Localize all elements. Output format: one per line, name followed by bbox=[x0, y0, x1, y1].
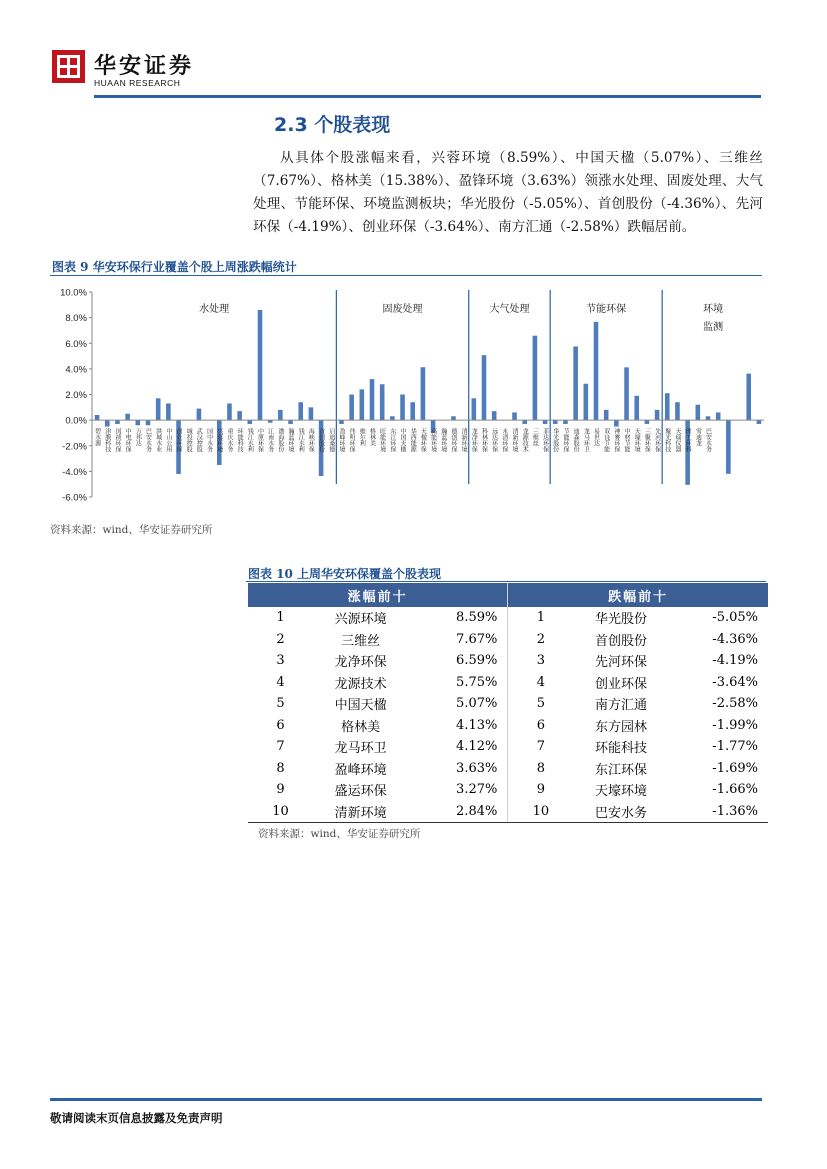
x-tick-label: 天瑞仪器 bbox=[673, 428, 681, 453]
table-cell-name-up: 龙净环保 bbox=[334, 655, 387, 671]
x-tick-label: 环能科技 bbox=[236, 428, 244, 453]
table-cell-rank-up: 4 bbox=[276, 674, 285, 690]
table-cell-pct-up: 4.13% bbox=[456, 717, 498, 733]
table-cell-name-down: 创业环保 bbox=[595, 676, 648, 692]
x-tick-label: 首创股份 bbox=[317, 428, 325, 453]
x-tick-label: 龙马环卫 bbox=[582, 428, 590, 453]
table-cell-rank-down: 5 bbox=[508, 693, 574, 715]
x-tick-label: 创业环保 bbox=[175, 428, 183, 453]
bar bbox=[472, 398, 477, 420]
x-tick-label: 国中水务 bbox=[205, 428, 213, 453]
section-title: 2.3 个股表现 bbox=[274, 114, 391, 136]
bar bbox=[136, 420, 141, 425]
table-cell-name-down: 巴安水务 bbox=[573, 801, 668, 823]
bar bbox=[360, 389, 365, 420]
bar bbox=[349, 395, 354, 421]
table-cell-name-down: 华光股份 bbox=[595, 612, 648, 628]
x-tick-label: 中材节能 bbox=[623, 428, 631, 453]
table-cell-pct-up: 5.07% bbox=[456, 696, 498, 712]
table-cell-rank-up: 5 bbox=[276, 696, 285, 712]
bar bbox=[451, 416, 456, 420]
x-tick-label: 旺能环境 bbox=[378, 428, 386, 453]
x-tick-label: 格林美 bbox=[368, 428, 376, 447]
table-header-row bbox=[248, 583, 768, 607]
group-label: 环境 bbox=[703, 304, 724, 315]
table-row bbox=[248, 758, 768, 780]
bar bbox=[512, 412, 517, 420]
table-cell-pct-up: 8.59% bbox=[456, 610, 498, 626]
bar bbox=[115, 420, 120, 424]
table-cell-pct-up: 6.59% bbox=[456, 653, 498, 669]
table-cell-pct-down: -1.77% bbox=[712, 739, 758, 755]
x-tick-label: 永清环保 bbox=[500, 428, 508, 453]
x-tick-label: 瀚蓝环境 bbox=[439, 428, 447, 453]
table-cell-rank-up: 10 bbox=[248, 801, 313, 823]
x-tick-label: 维尔利 bbox=[358, 428, 366, 447]
x-tick-label: 东江环保 bbox=[388, 428, 396, 453]
x-tick-label: 洪城水业 bbox=[154, 428, 162, 453]
x-tick-label: 碧水源 bbox=[93, 428, 101, 447]
table-cell-name-down: 首创股份 bbox=[595, 633, 648, 649]
bar bbox=[675, 402, 680, 420]
table-cell-rank-up: 6 bbox=[276, 717, 285, 733]
bar bbox=[716, 412, 721, 420]
bar bbox=[125, 414, 130, 420]
x-tick-label: 节能环保 bbox=[561, 428, 569, 453]
bar bbox=[156, 398, 161, 420]
y-tick-label: -4.0% bbox=[62, 466, 87, 478]
figure10-rule bbox=[246, 581, 766, 582]
y-tick-label: 2.0% bbox=[65, 390, 87, 401]
table-cell-pct-down: -1.99% bbox=[712, 717, 758, 733]
bar bbox=[258, 310, 263, 420]
table-cell-name-up: 龙马环卫 bbox=[334, 741, 387, 757]
x-tick-label: 中山公用 bbox=[164, 428, 172, 453]
x-tick-label: 巴安水务 bbox=[704, 428, 712, 453]
footer-disclaimer: 敬请阅读末页信息披露及免责声明 bbox=[50, 1111, 223, 1125]
bar bbox=[390, 416, 395, 420]
x-tick-label: 盈峰环境 bbox=[337, 428, 345, 453]
x-tick-label: 神雾环保 bbox=[612, 428, 620, 453]
x-tick-label: 江南水务 bbox=[266, 428, 274, 453]
table-cell-name-up: 三维丝 bbox=[341, 633, 381, 649]
table-cell-name-up: 格林美 bbox=[341, 719, 381, 735]
footer-rule bbox=[50, 1098, 762, 1101]
losers-header: 跌幅前十 bbox=[508, 583, 768, 607]
x-tick-label: 中电环保 bbox=[124, 428, 132, 453]
bar bbox=[665, 393, 670, 420]
bar bbox=[553, 420, 558, 424]
table-cell-rank-up: 1 bbox=[276, 610, 285, 626]
bar bbox=[166, 403, 171, 420]
x-tick-label: 万邦达 bbox=[134, 428, 142, 447]
bar bbox=[757, 420, 762, 424]
x-tick-label: 城投控股 bbox=[185, 428, 193, 453]
table-cell-rank-down: 8 bbox=[508, 758, 574, 780]
x-tick-label: 国祯环保 bbox=[113, 428, 121, 453]
y-tick-label: -2.0% bbox=[62, 441, 87, 453]
group-label: 节能环保 bbox=[586, 304, 627, 315]
table-cell-pct-down: -2.58% bbox=[712, 696, 758, 712]
group-label: 监测 bbox=[703, 322, 724, 333]
table-cell-rank-down: 1 bbox=[508, 607, 574, 629]
x-tick-label: 巴安水务 bbox=[144, 428, 152, 453]
bar bbox=[410, 402, 415, 420]
y-tick-label: 10.0% bbox=[60, 287, 87, 299]
table-cell-pct-down: -1.69% bbox=[712, 760, 758, 776]
y-tick-label: 6.0% bbox=[65, 338, 87, 350]
table-cell-pct-up: 4.12% bbox=[456, 739, 498, 755]
bar bbox=[288, 420, 293, 424]
table-row bbox=[248, 736, 768, 758]
x-tick-label: 武汉控股 bbox=[195, 428, 203, 453]
x-tick-label: 清新环境 bbox=[460, 428, 468, 453]
table-cell-rank-down: 3 bbox=[508, 650, 574, 672]
table-cell-pct-down: -4.19% bbox=[712, 653, 758, 669]
figure10-title: 图表 10 上周华安环保覆盖个股表现 bbox=[248, 567, 442, 581]
x-tick-label: 德创环保 bbox=[449, 428, 457, 453]
bar bbox=[543, 420, 548, 424]
table-cell-rank-up: 2 bbox=[276, 631, 285, 647]
table-cell-pct-down: -3.64% bbox=[712, 674, 758, 690]
y-tick-label: 8.0% bbox=[65, 313, 87, 325]
x-tick-label: 三维丝 bbox=[531, 428, 539, 447]
table-cell-rank-down: 9 bbox=[508, 779, 574, 801]
x-tick-label: 天壕环境 bbox=[633, 428, 641, 453]
x-tick-label: 菲达环保 bbox=[541, 428, 549, 453]
table-cell-name-up: 盈峰环境 bbox=[334, 762, 387, 778]
table-row bbox=[248, 650, 768, 672]
group-label: 固废处理 bbox=[382, 304, 423, 315]
table-cell-rank-down: 6 bbox=[508, 715, 574, 737]
table-cell-pct-up: 2.84% bbox=[408, 801, 508, 823]
table-cell-name-down: 环能科技 bbox=[595, 741, 648, 757]
table-cell-rank-down: 7 bbox=[508, 736, 574, 758]
bar bbox=[645, 420, 650, 424]
bar bbox=[696, 405, 701, 420]
bar bbox=[492, 411, 497, 420]
table-cell-pct-up: 7.67% bbox=[456, 631, 498, 647]
intro-paragraph: 从具体个股涨幅来看，兴蓉环境（8.59%）、中国天楹（5.07%）、三维丝（7.67%）、格林美（15.38%）、盈锋环境（3.63%）领涨水处理、固废处理、大气处理、节能环保、环境监测板块；华光股份（-5.05%）、首创股份（-4.36%）、先河环保（-4.19%）、创业环保（-3.64%）、南方汇通（-2.58%）跌幅居前。 bbox=[253, 150, 763, 235]
header-rule bbox=[94, 95, 761, 98]
x-tick-label: 中原环保 bbox=[256, 428, 264, 453]
table-cell-name-up: 中国天楹 bbox=[334, 698, 387, 714]
logo-mark-icon bbox=[52, 50, 85, 83]
x-tick-label: 远达环保 bbox=[490, 428, 498, 453]
table-cell-name-down: 天壕环境 bbox=[595, 784, 648, 800]
figure9-source: 资料来源：wind、华安证券研究所 bbox=[50, 524, 213, 536]
table-cell-rank-up: 8 bbox=[276, 760, 285, 776]
y-tick-label: 0.0% bbox=[65, 415, 87, 427]
table-cell-rank-down: 2 bbox=[508, 629, 574, 651]
bar bbox=[706, 416, 711, 420]
bar bbox=[584, 384, 589, 420]
bar bbox=[533, 336, 538, 420]
table-cell-pct-up: 3.27% bbox=[456, 782, 498, 798]
gainers-header: 涨幅前十 bbox=[248, 583, 508, 607]
x-tick-label: 津膜科技 bbox=[103, 428, 111, 453]
figure9-rule bbox=[50, 275, 762, 276]
logo-text-cn: 华安证券 bbox=[94, 54, 195, 79]
table-cell-name-up: 龙源技术 bbox=[334, 676, 387, 692]
x-tick-label: 易世达 bbox=[592, 428, 600, 447]
x-tick-label: 雪迪龙 bbox=[694, 428, 702, 447]
x-tick-label: 清新环境 bbox=[511, 428, 519, 453]
bar bbox=[522, 420, 527, 424]
x-tick-label: 中国天楹 bbox=[399, 428, 407, 453]
bar bbox=[95, 415, 100, 420]
bar bbox=[400, 395, 405, 421]
x-tick-label: 聚光科技 bbox=[663, 428, 671, 453]
bar bbox=[380, 384, 385, 420]
x-tick-label: 龙净环保 bbox=[470, 428, 478, 453]
figure9-title: 图表 9 华安环保行业覆盖个股上周涨跌幅统计 bbox=[52, 260, 297, 274]
figure10-source: 资料来源：wind、华安证券研究所 bbox=[258, 828, 421, 840]
bar bbox=[278, 410, 283, 420]
table-row bbox=[248, 801, 768, 823]
x-tick-label: 海峡环保 bbox=[307, 428, 315, 453]
table-cell-name-down: 南方汇通 bbox=[595, 698, 648, 714]
bar bbox=[563, 420, 568, 424]
bar bbox=[746, 374, 751, 421]
x-tick-label: 天楹环保 bbox=[419, 428, 427, 453]
x-tick-label: 钱江水利 bbox=[246, 428, 254, 453]
table-cell-pct-up: 3.63% bbox=[456, 760, 498, 776]
x-tick-label: 先河环保 bbox=[653, 428, 661, 453]
table-cell-rank-up: 3 bbox=[276, 653, 285, 669]
bar bbox=[726, 420, 731, 474]
table-row bbox=[248, 715, 768, 737]
table-row bbox=[248, 672, 768, 694]
table-cell-name-down: 东江环保 bbox=[595, 762, 648, 778]
bar bbox=[237, 411, 242, 420]
table-cell-pct-down: -1.66% bbox=[712, 782, 758, 798]
bar bbox=[298, 402, 303, 420]
bar bbox=[309, 407, 314, 420]
bar bbox=[105, 420, 110, 426]
table-cell-name-down: 东方园林 bbox=[595, 719, 648, 735]
bar bbox=[227, 403, 232, 420]
x-tick-label: 双良节能 bbox=[602, 428, 610, 453]
x-tick-label: 华光股份 bbox=[551, 428, 559, 453]
table-cell-rank-down: 10 bbox=[508, 801, 574, 823]
table-cell-name-up: 清新环境 bbox=[313, 801, 408, 823]
x-tick-label: 华西能源 bbox=[409, 428, 417, 453]
bar bbox=[634, 396, 639, 420]
table-cell-name-down: 先河环保 bbox=[595, 655, 648, 671]
x-tick-label: 龙源技术 bbox=[521, 428, 529, 453]
x-tick-label: 理工环科 bbox=[684, 428, 692, 453]
table-cell-pct-down: -1.36% bbox=[669, 801, 768, 823]
x-tick-label: 钱江水利 bbox=[297, 428, 305, 453]
y-tick-label: 4.0% bbox=[65, 364, 87, 376]
page-header bbox=[0, 0, 827, 100]
bar bbox=[573, 346, 578, 420]
x-tick-label: 高能环境 bbox=[429, 428, 437, 453]
x-tick-label: 科林环保 bbox=[480, 428, 488, 453]
bar bbox=[421, 367, 426, 420]
figure9-bar-chart bbox=[48, 282, 768, 512]
x-tick-label: 三聚环保 bbox=[643, 428, 651, 453]
table-cell-name-up: 盛运环保 bbox=[334, 784, 387, 800]
bar bbox=[655, 410, 660, 420]
x-tick-label: 伟明环保 bbox=[348, 428, 356, 453]
bar bbox=[624, 367, 629, 420]
x-tick-label: 启迪桑德 bbox=[327, 428, 335, 453]
bar bbox=[146, 420, 151, 425]
bar bbox=[604, 410, 609, 420]
bar bbox=[370, 379, 375, 420]
table-cell-pct-down: -4.36% bbox=[712, 631, 758, 647]
bar bbox=[482, 355, 487, 420]
table-cell-rank-up: 7 bbox=[276, 739, 285, 755]
table-cell-rank-down: 4 bbox=[508, 672, 574, 694]
table-row bbox=[248, 779, 768, 801]
x-tick-label: 瀚蓝环境 bbox=[287, 428, 295, 453]
bar bbox=[614, 420, 619, 426]
table-row bbox=[248, 607, 768, 629]
table-row bbox=[248, 629, 768, 651]
table-cell-name-up: 兴源环境 bbox=[334, 612, 387, 628]
group-label: 大气处理 bbox=[489, 304, 530, 315]
table-cell-pct-down: -5.05% bbox=[712, 610, 758, 626]
y-tick-label: -6.0% bbox=[62, 492, 87, 504]
table-row bbox=[248, 693, 768, 715]
x-tick-label: 重庆水务 bbox=[225, 428, 233, 453]
x-tick-label: 渤海股份 bbox=[276, 428, 284, 453]
bar bbox=[197, 409, 202, 421]
bar bbox=[248, 420, 253, 424]
table-cell-pct-up: 5.75% bbox=[456, 674, 498, 690]
x-tick-label: 迪森股份 bbox=[572, 428, 580, 453]
bar bbox=[594, 322, 599, 420]
figure10-table bbox=[248, 583, 768, 823]
group-label: 水处理 bbox=[199, 304, 230, 315]
table-cell-rank-up: 9 bbox=[276, 782, 285, 798]
logo-text-en: HUAAN RESEARCH bbox=[94, 78, 181, 88]
bar bbox=[339, 420, 344, 424]
x-tick-label: 兴蓉环境 bbox=[215, 428, 223, 453]
